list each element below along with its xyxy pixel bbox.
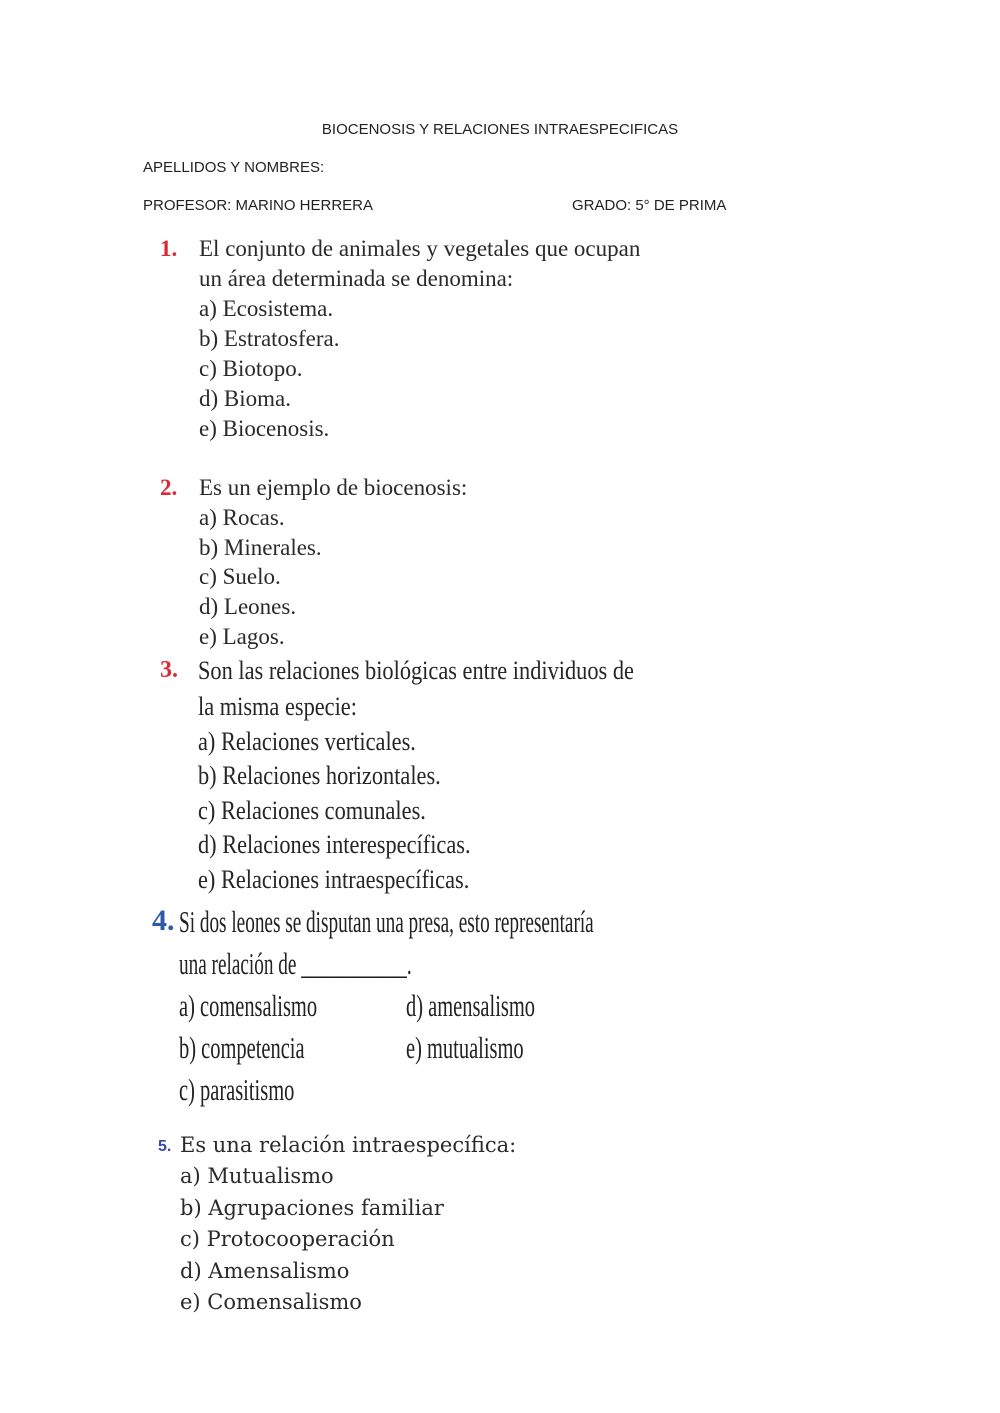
option-d[interactable]: d) Amensalismo [180,1259,350,1283]
question-text: una relación de ___________. [179,946,412,981]
option-e[interactable]: e) Relaciones intraespecíficas. [198,865,470,894]
option-c[interactable]: c) Biotopo. [199,356,303,381]
option-e[interactable]: e) Biocenosis. [199,416,330,441]
question-number: 4. [152,904,175,937]
option-e[interactable]: e) mutualismo [406,1030,524,1065]
option-b[interactable]: b) Agrupaciones familiar [180,1196,444,1220]
page-title: BIOCENOSIS Y RELACIONES INTRAESPECIFICAS [321,121,679,138]
option-c[interactable]: c) Relaciones comunales. [198,796,426,825]
question-text: Es una relación intraespecífica: [180,1133,517,1157]
question-text: Son las relaciones biológicas entre individuos de [198,656,634,685]
question-text: Si dos leones se disputan una presa, esto representaría [179,904,594,939]
option-c[interactable]: c) Suelo. [199,564,281,589]
option-b[interactable]: b) Estratosfera. [199,326,340,351]
option-a[interactable]: a) Mutualismo [180,1164,334,1188]
option-a[interactable]: a) Relaciones verticales. [198,727,416,756]
option-a[interactable]: a) Rocas. [199,505,285,530]
question-text: un área determinada se denomina: [199,266,514,291]
grade-label: GRADO: 5° DE PRIMA [572,197,727,214]
option-e[interactable]: e) Lagos. [199,624,285,649]
question-text: El conjunto de animales y vegetales que ocupan [199,236,641,261]
option-c[interactable]: c) parasitismo [179,1072,295,1107]
question-number: 1. [160,236,178,261]
option-b[interactable]: b) competencia [179,1030,305,1065]
question-number: 3. [160,657,178,683]
question-text: la misma especie: [198,692,357,721]
option-d[interactable]: d) Relaciones interespecíficas. [198,830,471,859]
option-d[interactable]: d) Bioma. [199,386,291,411]
option-b[interactable]: b) Relaciones horizontales. [198,761,441,790]
option-b[interactable]: b) Minerales. [199,535,322,560]
option-e[interactable]: e) Comensalismo [180,1290,362,1314]
name-label: APELLIDOS Y NOMBRES: [143,159,325,176]
teacher-label: PROFESOR: MARINO HERRERA [143,197,374,214]
question-number: 2. [160,475,178,500]
option-d[interactable]: d) amensalismo [406,988,535,1023]
option-a[interactable]: a) Ecosistema. [199,296,334,321]
question-number: 5. [158,1138,172,1155]
option-d[interactable]: d) Leones. [199,594,297,619]
option-c[interactable]: c) Protocooperación [180,1227,395,1251]
option-a[interactable]: a) comensalismo [179,988,318,1023]
question-text: Es un ejemplo de biocenosis: [199,475,468,500]
